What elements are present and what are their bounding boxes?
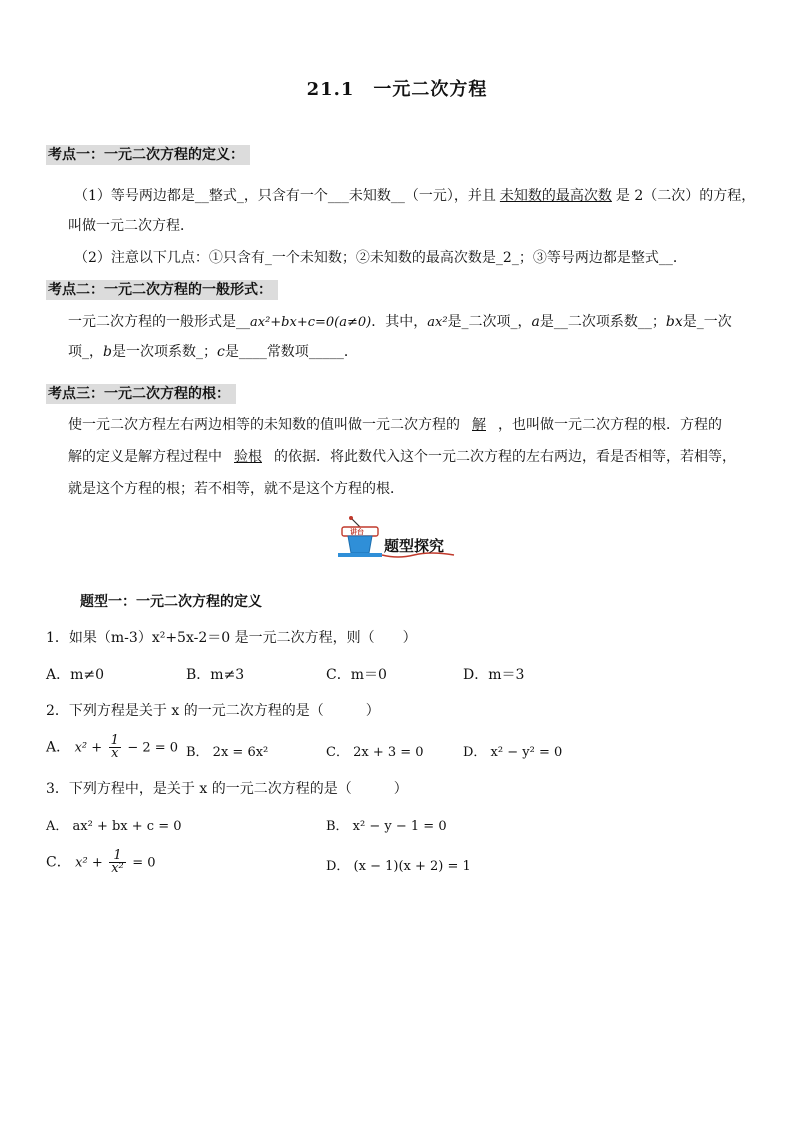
answer-linear-term: 一次 <box>703 314 732 330</box>
blank-underscores: ____ <box>238 344 267 360</box>
text: 是 <box>224 344 239 360</box>
question-2-stem: 2．下列方程是关于 x 的一元二次方程的是（ ） <box>46 703 380 719</box>
text: ． <box>343 344 358 360</box>
definition-line-2: 叫做一元二次方程． <box>68 218 194 234</box>
text: （1）等号两边都是 <box>74 188 195 204</box>
text: ，也叫做一元二次方程的根．方程的 <box>498 417 722 433</box>
blank-underscores: _ <box>82 344 89 360</box>
definition-line-3 <box>74 248 687 268</box>
blank-underscores: __ <box>553 314 568 330</box>
text: （一元），并且 <box>404 188 496 204</box>
text: ； <box>202 344 217 360</box>
question-3-option-d[interactable]: D． (x − 1)(x + 2) = 1 <box>326 859 471 874</box>
math-expression: x² + <box>75 855 103 871</box>
blank-underscores: _ <box>236 188 244 204</box>
text: 是 <box>539 314 554 330</box>
numerator: 1 <box>110 733 119 748</box>
fraction <box>109 735 121 760</box>
podium-sign: 讲台 <box>350 527 364 536</box>
answer-two: 2 <box>502 250 512 266</box>
text: 是 2（二次）的方程， <box>615 188 756 204</box>
text: ， <box>517 314 532 330</box>
math-expression: = 0 <box>132 855 156 871</box>
section-heading-definition: 考点一：一元二次方程的定义： <box>46 145 250 165</box>
text: ．其中， <box>371 314 428 330</box>
definition-line-1 <box>74 186 755 206</box>
question-1-option-d[interactable]: D．m＝3 <box>463 667 525 683</box>
text: 使一元二次方程左右两边相等的未知数的值叫做一元二次方程的 <box>68 417 460 433</box>
page-title: 21.1 一元二次方程 <box>306 79 488 100</box>
text: 是 <box>682 314 697 330</box>
text: 一元二次方程的一般形式是 <box>68 314 236 330</box>
math-expression: − 2 = 0 <box>127 740 179 756</box>
text: ， <box>89 344 103 360</box>
blank-underscores: _ <box>461 314 469 330</box>
section-heading-roots: 考点三：一元二次方程的根： <box>46 384 236 404</box>
answer-integral: 整式 <box>208 188 237 204</box>
text: 的依据．将此数代入这个一元二次方程的左右两边，看是否相等，若相等， <box>274 449 736 465</box>
answer-solution: 解 <box>472 417 486 433</box>
roots-line-2 <box>68 447 736 467</box>
answer-highest-degree: 未知数的最高次数 <box>499 188 612 204</box>
question-2-option-d[interactable]: D． x² − y² = 0 <box>463 745 563 760</box>
text: （2）注意以下几点：①只含有 <box>74 250 265 266</box>
answer-quadratic-term: 二次项 <box>468 314 511 330</box>
blank-underscores: _ <box>495 250 503 266</box>
question-1-option-b[interactable]: B．m≠3 <box>186 667 245 683</box>
type-one-heading: 题型一：一元二次方程的定义 <box>80 594 262 610</box>
blank-underscores: _ <box>696 314 704 330</box>
answer-linear-coefficient: 是一次项系数 <box>111 344 196 360</box>
question-1-option-c[interactable]: C．m＝0 <box>326 667 387 683</box>
text: ． <box>672 250 687 266</box>
general-form-equation: ax²+bx+c=0(a≠0) <box>250 315 372 330</box>
question-2-option-b[interactable]: B． 2x = 6x² <box>186 745 269 760</box>
text: ，只含有一个 <box>243 188 328 204</box>
blank-underscores: __ <box>236 314 250 330</box>
blank-underscores: _ <box>510 314 518 330</box>
question-2-option-a[interactable] <box>46 735 178 760</box>
denominator: x <box>111 746 119 761</box>
denominator: x² <box>111 861 124 876</box>
answer-quadratic-coefficient: 二次项系数 <box>567 314 638 330</box>
term-ax2: ax² <box>427 315 448 330</box>
answer-unknown: 未知数 <box>348 188 391 204</box>
answer-verify-root: 验根 <box>234 449 262 465</box>
question-3-stem: 3．下列方程中，是关于 x 的一元二次方程的是（ ） <box>46 781 408 797</box>
blank-underscores: _ <box>264 250 272 266</box>
symbol-b: b <box>103 344 112 360</box>
blank-underscores: __ <box>637 314 652 330</box>
option-label: C． <box>46 854 71 871</box>
symbol-a: a <box>531 314 540 330</box>
text: 项 <box>68 344 82 360</box>
text: ；③等号两边都是整式 <box>518 250 659 266</box>
blank-underscores: __ <box>390 188 405 204</box>
text: 是 <box>447 314 462 330</box>
blank-underscores: _ <box>511 250 519 266</box>
question-1-stem: 1．如果（m-3）x²+5x-2＝0 是一元二次方程，则（ ） <box>46 630 417 646</box>
answer-constant-term: 常数项 <box>266 344 309 360</box>
question-1-option-a[interactable]: A．m≠0 <box>46 667 105 683</box>
general-form-line-2 <box>68 342 358 362</box>
math-expression: x² + <box>74 740 103 756</box>
text: ； <box>651 314 666 330</box>
symbol-c: c <box>216 344 225 360</box>
numerator: 1 <box>109 850 126 863</box>
fraction <box>109 850 126 875</box>
text: 解的定义是解方程过程中 <box>68 449 222 465</box>
general-form-line-1 <box>68 312 732 333</box>
blank-underscores: __ <box>194 188 209 204</box>
section-heading-general-form: 考点二：一元二次方程的一般形式： <box>46 280 278 300</box>
text: 一个未知数；②未知数的最高次数是 <box>271 250 496 266</box>
blank-underscores: _____ <box>308 344 344 360</box>
roots-line-1 <box>68 415 722 435</box>
roots-line-3: 就是这个方程的根；若不相等，就不是这个方程的根． <box>68 481 404 497</box>
question-3-option-a[interactable]: A． ax² + bx + c = 0 <box>46 819 182 834</box>
blank-underscores: __ <box>658 250 673 266</box>
question-2-option-c[interactable]: C． 2x + 3 = 0 <box>326 745 424 760</box>
blank-underscores: _ <box>195 344 203 360</box>
option-label: A． <box>46 739 71 756</box>
blank-underscores: ___ <box>327 188 349 204</box>
topic-explore-banner <box>338 515 458 560</box>
symbol-bx: bx <box>665 314 683 330</box>
question-3-option-c[interactable] <box>46 850 156 875</box>
banner-label: 题型探究 <box>384 537 445 555</box>
question-3-option-b[interactable]: B． x² − y − 1 = 0 <box>326 819 447 834</box>
